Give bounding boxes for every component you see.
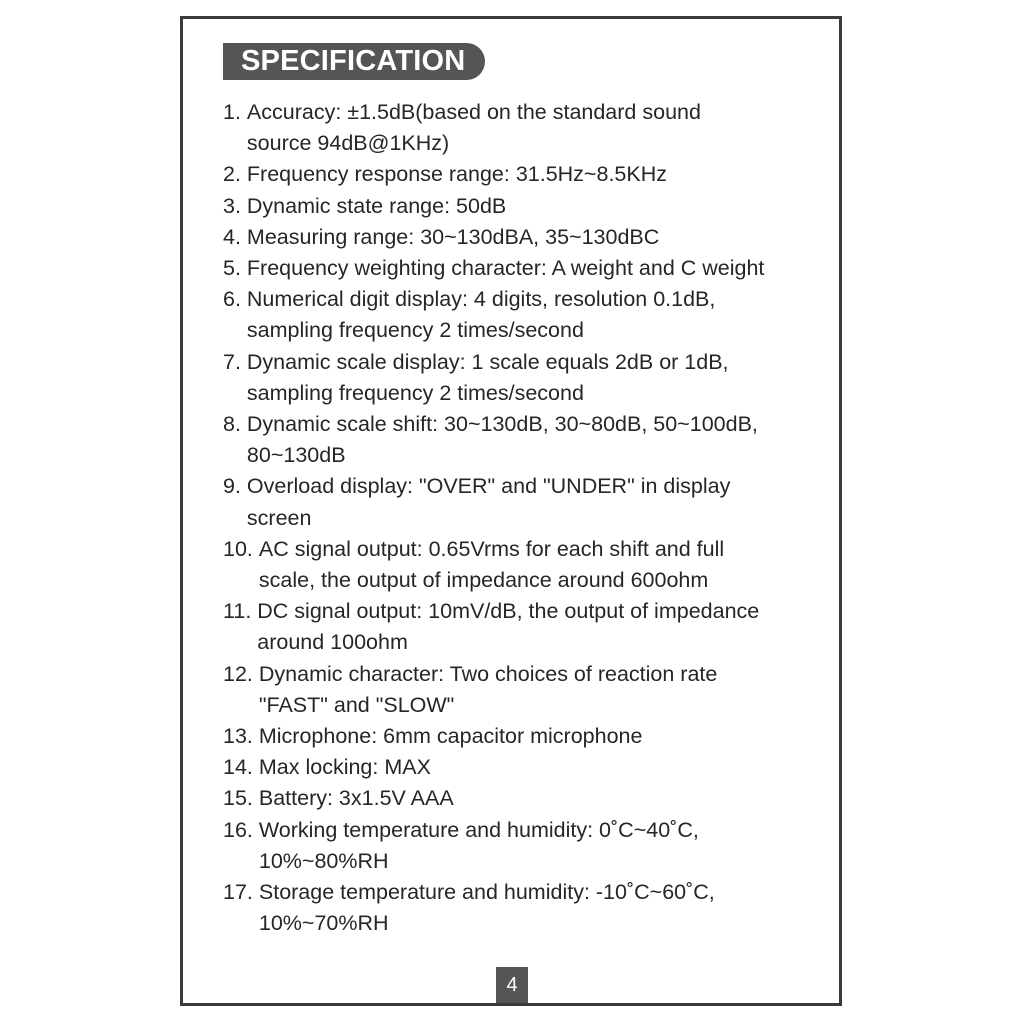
spec-item-number: 15. <box>223 786 259 811</box>
spec-item <box>223 659 823 721</box>
spec-item <box>223 534 823 596</box>
spec-item-text <box>259 877 715 939</box>
spec-item-number: 11. <box>223 599 258 624</box>
spec-item-line: Overload display: "OVER" and "UNDER" in display <box>246 474 731 499</box>
spec-item-line: sampling frequency 2 times/second <box>246 318 584 343</box>
spec-item <box>223 409 823 471</box>
spec-item-line: Frequency response range: 31.5Hz~8.5KHz <box>246 162 667 187</box>
spec-item-line: 10%~70%RH <box>258 911 389 936</box>
spec-item-number: 12. <box>223 661 259 686</box>
spec-item <box>223 815 823 877</box>
spec-item-text <box>247 97 701 159</box>
spec-item-line: Working temperature and humidity: 0˚C~40˚C, <box>258 817 699 842</box>
spec-item <box>223 721 823 752</box>
spec-item-number: 16. <box>223 817 259 842</box>
spec-item <box>223 752 823 783</box>
spec-item-line: around 100ohm <box>257 630 408 655</box>
spec-item-line: Microphone: 6mm capacitor microphone <box>258 724 643 749</box>
spec-item <box>223 471 823 533</box>
spec-item-number: 14. <box>223 755 259 780</box>
spec-item-number: 9. <box>223 474 247 499</box>
spec-item-text <box>259 783 454 814</box>
spec-item-line: 10%~80%RH <box>258 848 389 873</box>
spec-item-text <box>247 222 659 253</box>
spec-item-text <box>259 659 717 721</box>
spec-item-line: Dynamic character: Two choices of reaction rate <box>258 661 718 686</box>
spec-item-number: 13. <box>223 724 259 749</box>
spec-item-number: 17. <box>223 880 259 905</box>
spec-item-number: 5. <box>223 256 247 281</box>
spec-item-line: screen <box>246 505 312 530</box>
spec-item-line: source 94dB@1KHz) <box>246 131 450 156</box>
spec-item-text <box>247 191 506 222</box>
spec-item-text <box>247 471 730 533</box>
spec-item-line: 80~130dB <box>246 443 346 468</box>
spec-item <box>223 253 823 284</box>
spec-item-line: Measuring range: 30~130dBA, 35~130dBC <box>246 224 660 249</box>
spec-item <box>223 284 823 346</box>
spec-item-line: sampling frequency 2 times/second <box>246 380 584 405</box>
spec-item-line: Frequency weighting character: A weight and C weight <box>246 256 765 281</box>
spec-item-line: Dynamic scale shift: 30~130dB, 30~80dB, 50~100dB, <box>246 412 758 437</box>
spec-item-text <box>259 534 724 596</box>
spec-item-number: 8. <box>223 412 247 437</box>
spec-item-text <box>259 815 699 877</box>
spec-item-line: Numerical digit display: 4 digits, resolution 0.1dB, <box>246 287 716 312</box>
spec-item <box>223 783 823 814</box>
spec-item <box>223 222 823 253</box>
spec-item-line: Storage temperature and humidity: -10˚C~60˚C, <box>258 880 715 905</box>
spec-item-line: AC signal output: 0.65Vrms for each shift and full <box>258 536 725 561</box>
spec-item-line: Dynamic state range: 50dB <box>246 193 507 218</box>
spec-item-text <box>247 159 667 190</box>
spec-item-line: scale, the output of impedance around 600ohm <box>258 568 709 593</box>
spec-item <box>223 97 823 159</box>
spec-item <box>223 191 823 222</box>
spec-item-number: 6. <box>223 287 247 312</box>
spec-item <box>223 347 823 409</box>
spec-item-text <box>247 284 715 346</box>
spec-item-line: Dynamic scale display: 1 scale equals 2dB or 1dB, <box>246 349 729 374</box>
spec-item-text <box>247 253 765 284</box>
spec-item-line: Battery: 3x1.5V AAA <box>258 786 454 811</box>
spec-item <box>223 596 823 658</box>
spec-item-text <box>259 721 643 752</box>
spec-item-text <box>247 347 729 409</box>
spec-item-text <box>259 752 431 783</box>
spec-item <box>223 877 823 939</box>
manual-page <box>180 16 842 1006</box>
spec-item-line: Accuracy: ±1.5dB(based on the standard sound <box>246 100 701 124</box>
section-heading: SPECIFICATION <box>223 43 485 80</box>
specification-list <box>223 97 823 939</box>
spec-item-number: 2. <box>223 162 247 187</box>
spec-item-line: DC signal output: 10mV/dB, the output of impedance <box>257 599 760 624</box>
spec-item-text <box>247 409 758 471</box>
spec-item-line: Max locking: MAX <box>258 755 431 780</box>
spec-item-number: 4. <box>223 224 247 249</box>
spec-item-number: 10. <box>223 536 259 561</box>
page-number: 4 <box>496 967 528 1003</box>
spec-item-number: 1. <box>223 100 247 124</box>
spec-item <box>223 159 823 190</box>
spec-item-line: "FAST" and "SLOW" <box>258 692 455 717</box>
spec-item-number: 3. <box>223 193 247 218</box>
spec-item-text <box>257 596 759 658</box>
spec-item-number: 7. <box>223 349 247 374</box>
